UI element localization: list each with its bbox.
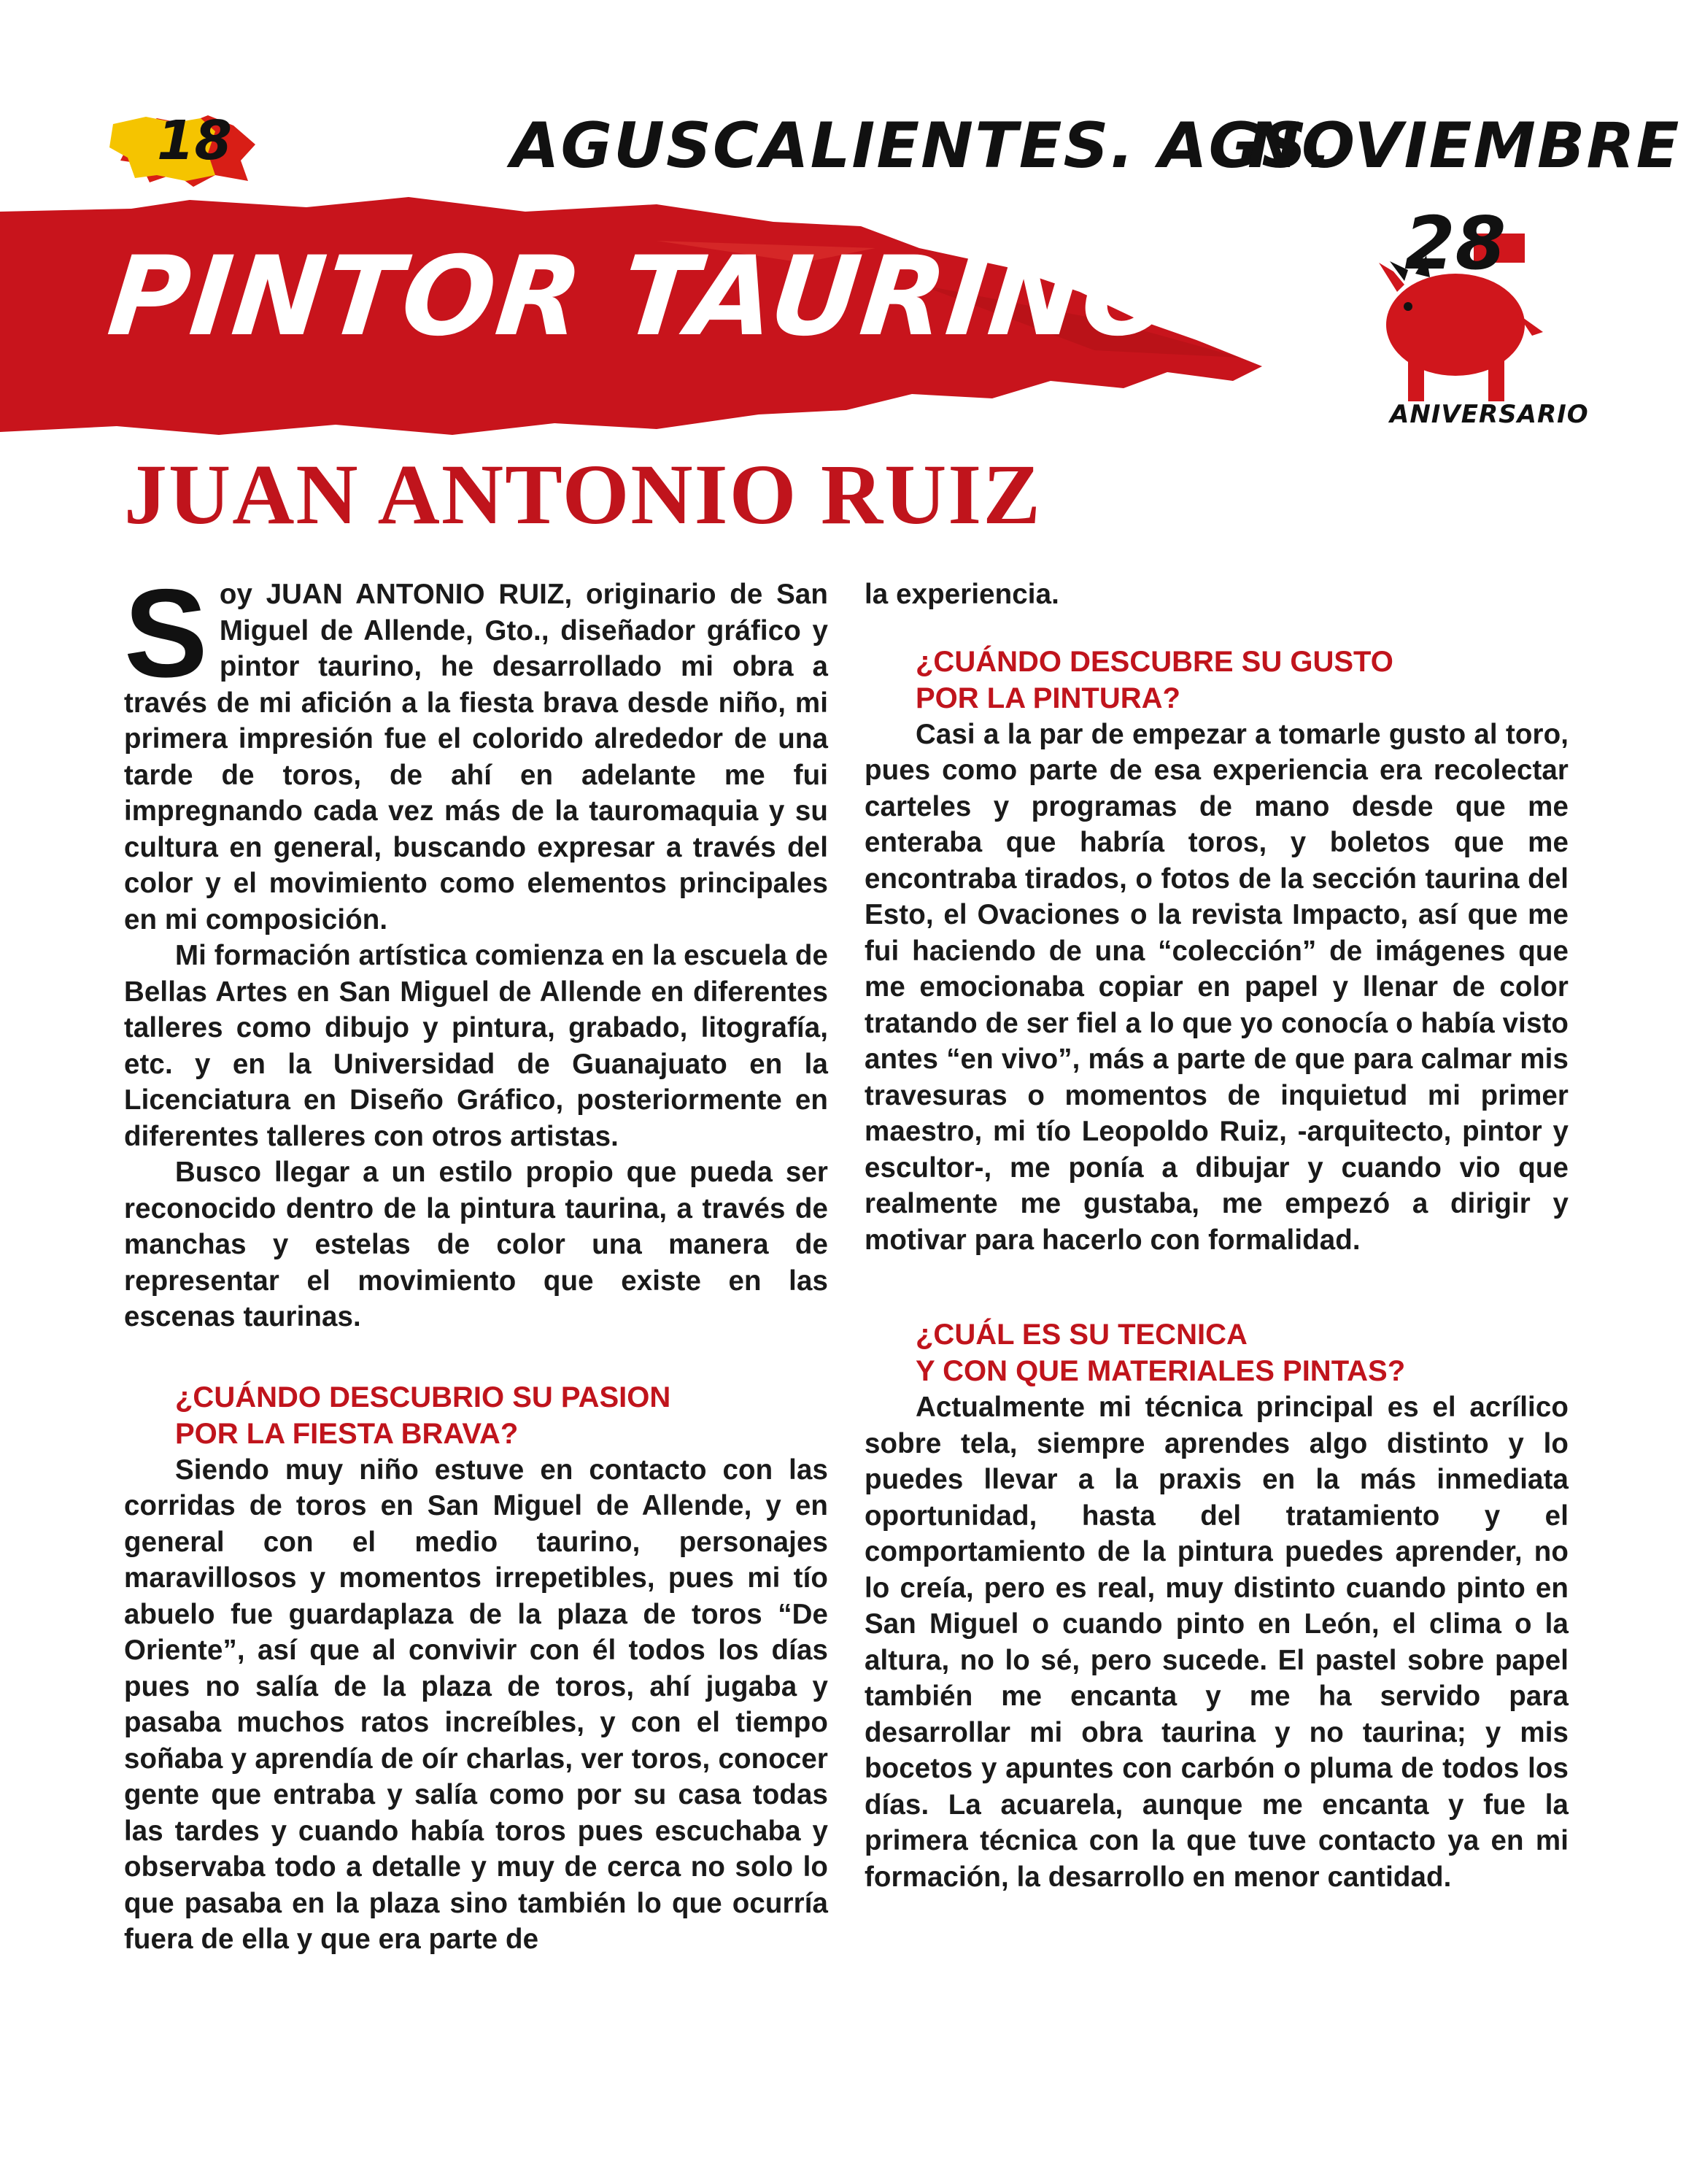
article-column-right (865, 576, 1569, 1895)
anniversary-label: ANIVERSARIO (1390, 400, 1589, 429)
question-heading-line: ¿CUÁL ES SU TECNICA (916, 1319, 1248, 1351)
intro-paragraph (124, 563, 828, 938)
answer-passion-continued: la experiencia. (865, 579, 1059, 610)
question-heading-painting (916, 644, 1569, 717)
header-month: NOVIEMBRE (1248, 109, 1681, 182)
article-column-left (124, 563, 828, 1958)
question-heading-line: ¿CUÁNDO DESCUBRE SU GUSTO (916, 645, 1393, 678)
question-heading-line: ¿CUÁNDO DESCUBRIO SU PASION (175, 1381, 671, 1413)
paragraph-style: Busco llegar a un estilo propio que pueda ser reconocido dentro de la pintura taurina, a través de manchas y estelas de color una manera de representar el movimiento que existe en las escenas taurinas. (124, 1157, 828, 1332)
question-heading-line: Y CON QUE MATERIALES PINTAS? (916, 1355, 1406, 1387)
answer-painting: Casi a la par de empezar a tomarle gusto al toro, pues como parte de esa experiencia era recolectar carteles y programas de mano desde que me enteraba que habría toros, y boletos que me encontraba tirados, o fotos de la sección taurina del Esto, el Ovaciones o la revista Impacto, así que me fui haciendo de una “colección” de imágenes que me emocionaba copiar en papel y llenar de color tratando de ser fiel a lo que yo conocía o había visto antes “en vivo”, más a parte de que para calmar mis travesuras o momentos de inquietud mi primer maestro, mi tío Leopoldo Ruiz, -arquitecto, pintor y escultor-, me ponía a dibujar y cuando vio que realmente me gustaba, me empezó a dirigir y motivar para hacerlo con formalidad. (865, 718, 1569, 1256)
answer-passion: Siendo muy niño estuve en contacto con las corridas de toros en San Miguel de Allende, y en general con el medio taurino, personajes maravillosos y momentos irrepetibles, pues mi tío abuelo fue guardaplaza de la plaza de toros “De Oriente”, así que al convivir con él todos los días pues no salía de la plaza de toros, ahí jugaba y pasaba muchos ratos increíbles, y con el tiempo soñaba y aprendía de oír charlas, ver toros, conocer gente que entraba y salía como por su casa todas las tardes y cuando había toros pues escuchaba y observaba todo a detalle y muy de cerca no solo lo que pasaba en la plaza sino también lo que ocurría fuera de ella y que era parte de (124, 1454, 828, 1955)
header-location: AGUSCALIENTES. AGS. (511, 109, 1334, 182)
intro-text: oy JUAN ANTONIO RUIZ, originario de San Miguel de Allende, Gto., diseñador gráfico y pintor taurino, he desarrollado mi obra a través de mi afición a la fiesta brava desde niño, mi primera impresión fue el colorido alrededor de una tarde de toros, de ahí en adelante me fui impregnando cada vez más de la tauromaquia y su cultura en general, buscando expresar a través del color y el movimiento como elementos principales en mi composición. (124, 579, 828, 935)
answer-technique: Actualmente mi técnica principal es el acrílico sobre tela, siempre aprendes algo distinto y lo puedes llevar a la praxis en la más inmediata oportunidad, hasta del tratamiento y el comportamiento de la pintura puedes aprender, no lo creía, pero es real, muy distinto cuando pinto en San Miguel o cuando pinto en León, el clima o la altura, no lo sé, pero sucede. El pastel sobre papel también me encanta y me ha servido para desarrollar mi obra taurina y no taurina; y mis bocetos y apuntes con carbón o pluma de todos los días. La acuarela, aunque me encanta y fue la primera técnica con la que tuve contacto ya en mi formación, la desarrollo en menor cantidad. (865, 1392, 1569, 1893)
question-heading-passion (175, 1379, 828, 1452)
question-heading-line: POR LA FIESTA BRAVA? (175, 1417, 519, 1450)
paragraph-formation: Mi formación artística comienza en la escuela de Bellas Artes en San Miguel de Allende en diferentes talleres como dibujo y pintura, grabado, litografía, etc. y en la Universidad de Guanajuato en la Licenciatura en Diseño Gráfico, posteriormente en diferentes talleres con otros artistas. (124, 940, 828, 1152)
section-title: PINTOR TAURINO (102, 234, 1184, 360)
question-heading-line: POR LA PINTURA? (916, 682, 1180, 714)
question-heading-technique (916, 1316, 1569, 1389)
page-number: 18 (157, 109, 232, 172)
article-title: JUAN ANTONIO RUIZ (124, 447, 1042, 542)
anniversary-number: 28 (1404, 201, 1507, 286)
drop-cap: S (124, 563, 208, 703)
